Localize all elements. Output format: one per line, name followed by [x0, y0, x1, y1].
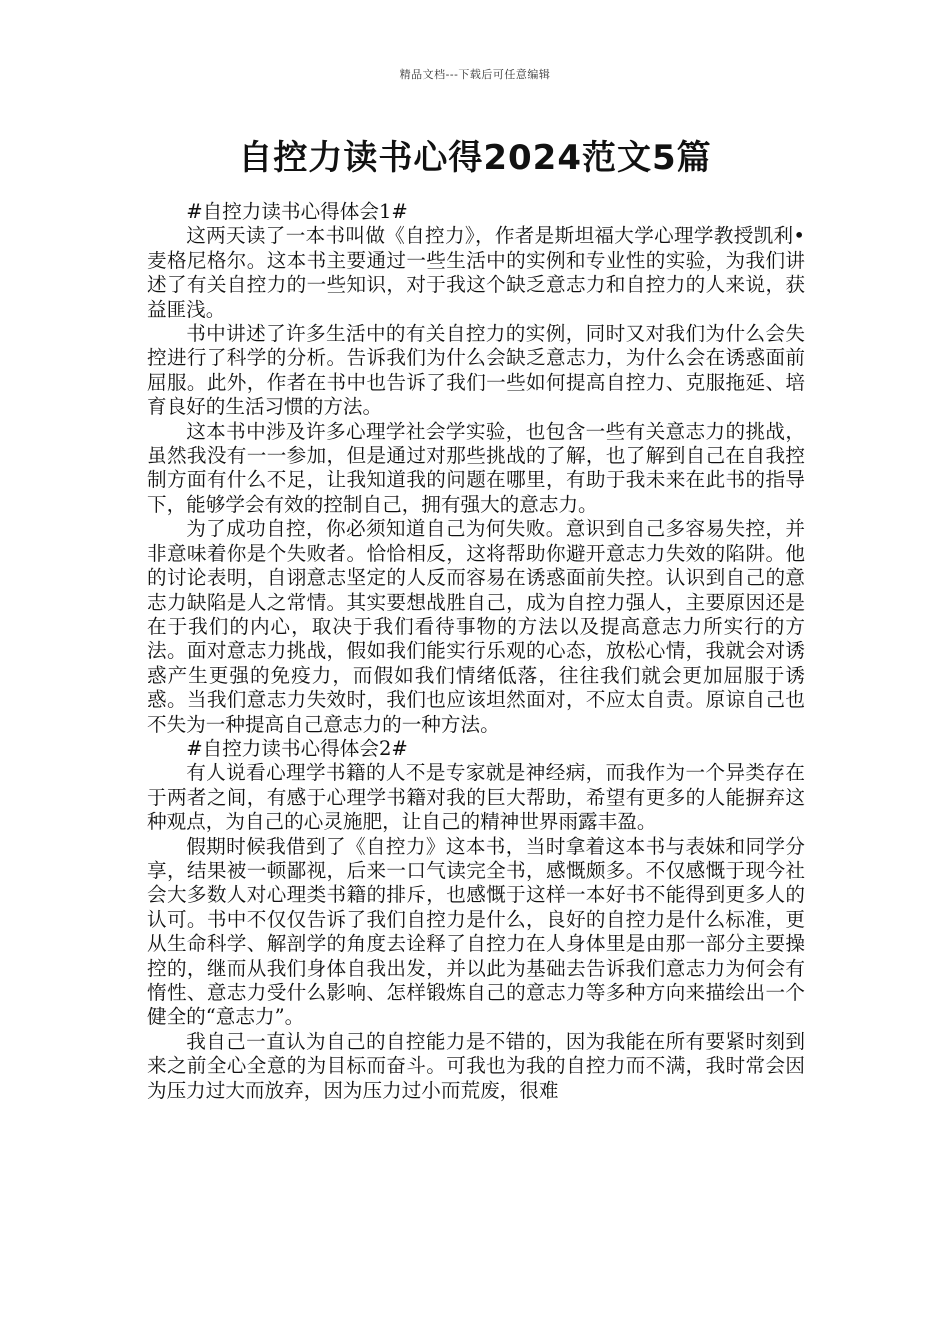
paragraph: 这两天读了一本书叫做《自控力》，作者是斯坦福大学心理学教授凯利•麦格尼格尔。这本书主要通过一些生活中的实例和专业性的实验，为我们讲述了有关自控力的一些知识，对于我这个缺乏意志力和自控力的人来说，获益匪浅。	[147, 224, 805, 321]
document-body	[147, 200, 805, 1103]
section-heading-2: #自控力读书心得体会2#	[186, 736, 408, 760]
paragraph: 书中讲述了许多生活中的有关自控力的实例，同时又对我们为什么会失控进行了科学的分析。告诉我们为什么会缺乏意志力，为什么会在诱惑面前屈服。此外，作者在书中也告诉了我们一些如何提高自控力、克服拖延、培育良好的生活习惯的方法。	[147, 322, 805, 419]
paragraph: 这本书中涉及许多心理学社会学实验，也包含一些有关意志力的挑战，虽然我没有一一参加，但是通过对那些挑战的了解，也了解到自己在自我控制方面有什么不足，让我知道我的问题在哪里，有助于我未来在此书的指导下，能够学会有效的控制自己，拥有强大的意志力。	[147, 419, 805, 516]
paragraph: 有人说看心理学书籍的人不是专家就是神经病，而我作为一个异类存在于两者之间，有感于心理学书籍对我的巨大帮助，希望有更多的人能摒弃这种观点，为自己的心灵施肥，让自己的精神世界雨露丰盈。	[147, 761, 805, 834]
paragraph: 为了成功自控，你必须知道自己为何失败。意识到自己多容易失控，并非意味着你是个失败者。恰恰相反，这将帮助你避开意志力失效的陷阱。他的讨论表明，自诩意志坚定的人反而容易在诱惑面前失控。认识到自己的意志力缺陷是人之常情。其实要想战胜自己，成为自控力强人，主要原因还是在于我们的内心，取决于我们看待事物的方法以及提高意志力所实行的方法。面对意志力挑战，假如我们能实行乐观的心态，放松心情，我就会对诱惑产生更强的免疫力，而假如我们情绪低落，往往我们就会更加屈服于诱惑。当我们意志力失效时，我们也应该坦然面对，不应太自责。原谅自己也不失为一种提高自己意志力的一种方法。	[147, 517, 805, 736]
paragraph: 假期时候我借到了《自控力》这本书，当时拿着这本书与表妹和同学分享，结果被一顿鄙视，后来一口气读完全书，感慨颇多。不仅感慨于现今社会大多数人对心理类书籍的排斥，也感慨于这样一本好书不能得到更多人的认可。书中不仅仅告诉了我们自控力是什么，良好的自控力是什么标准，更从生命科学、解剖学的角度去诠释了自控力在人身体里是由那一部分主要操控的，继而从我们身体自我出发，并以此为基础去告诉我们意志力为何会有惰性、意志力受什么影响、怎样锻炼自己的意志力等多种方向来描绘出一个健全的“意志力”。	[147, 834, 805, 1029]
section-heading-1: #自控力读书心得体会1#	[186, 200, 408, 223]
page-header: 精品文档---下载后可任意编辑	[399, 68, 551, 81]
paragraph: 我自己一直认为自己的自控能力是不错的，因为我能在所有要紧时刻到来之前全心全意的为目标而奋斗。可我也为我的自控力而不满，我时常会因为压力过大而放弃，因为压力过小而荒废，很难	[147, 1029, 805, 1102]
document-title: 自控力读书心得2024范文5篇	[238, 138, 712, 178]
